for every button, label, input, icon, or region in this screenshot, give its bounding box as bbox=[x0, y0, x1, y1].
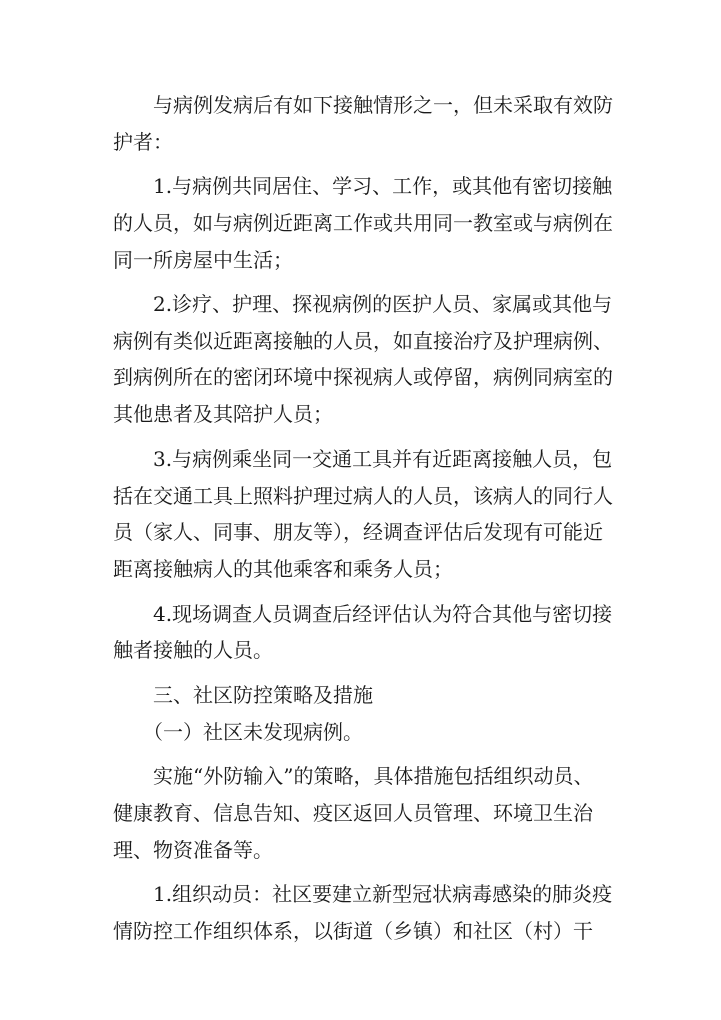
text-line: 护者： bbox=[113, 130, 173, 154]
text-line: 括在交通工具上照料护理过病人的人员，该病人的同行人 bbox=[113, 484, 613, 508]
text-line: 1.组织动员：社区要建立新型冠状病毒感染的肺炎疫 bbox=[113, 882, 613, 906]
text-line: 理、物资准备等。 bbox=[113, 838, 273, 862]
text-line: 病例有类似近距离接触的人员，如直接治疗及护理病例、 bbox=[113, 329, 613, 353]
text-line: 实施“外防输入”的策略，具体措施包括组织动员、 bbox=[113, 764, 594, 788]
section-heading: 三、社区防控策略及措施 bbox=[113, 683, 373, 707]
text-line: 与病例发病后有如下接触情形之一，但未采取有效防 bbox=[113, 93, 613, 117]
text-line: 2.诊疗、护理、探视病例的医护人员、家属或其他与 bbox=[113, 292, 613, 316]
text-line: 距离接触病人的其他乘客和乘务人员； bbox=[113, 557, 453, 581]
text-line: 同一所房屋中生活； bbox=[113, 248, 293, 272]
text-line: 员（家人、同事、朋友等），经调查评估后发现有可能近 bbox=[113, 520, 603, 544]
text-line: 3.与病例乘坐同一交通工具并有近距离接触人员，包 bbox=[113, 447, 613, 471]
subsection-heading: （一）社区未发现病例。 bbox=[113, 720, 363, 744]
text-line: 其他患者及其陪护人员； bbox=[113, 402, 333, 426]
text-line: 到病例所在的密闭环境中探视病人或停留，病例同病室的 bbox=[113, 365, 613, 389]
text-line: 1.与病例共同居住、学习、工作，或其他有密切接触 bbox=[113, 174, 613, 198]
text-line: 健康教育、信息告知、疫区返回人员管理、环境卫生治 bbox=[113, 801, 593, 825]
text-line: 4.现场调查人员调查后经评估认为符合其他与密切接 bbox=[113, 602, 613, 626]
text-line: 情防控工作组织体系，以街道（乡镇）和社区（村）干 bbox=[113, 919, 593, 943]
text-line: 触者接触的人员。 bbox=[113, 638, 273, 662]
text-line: 的人员，如与病例近距离工作或共用同一教室或与病例在 bbox=[113, 211, 613, 235]
